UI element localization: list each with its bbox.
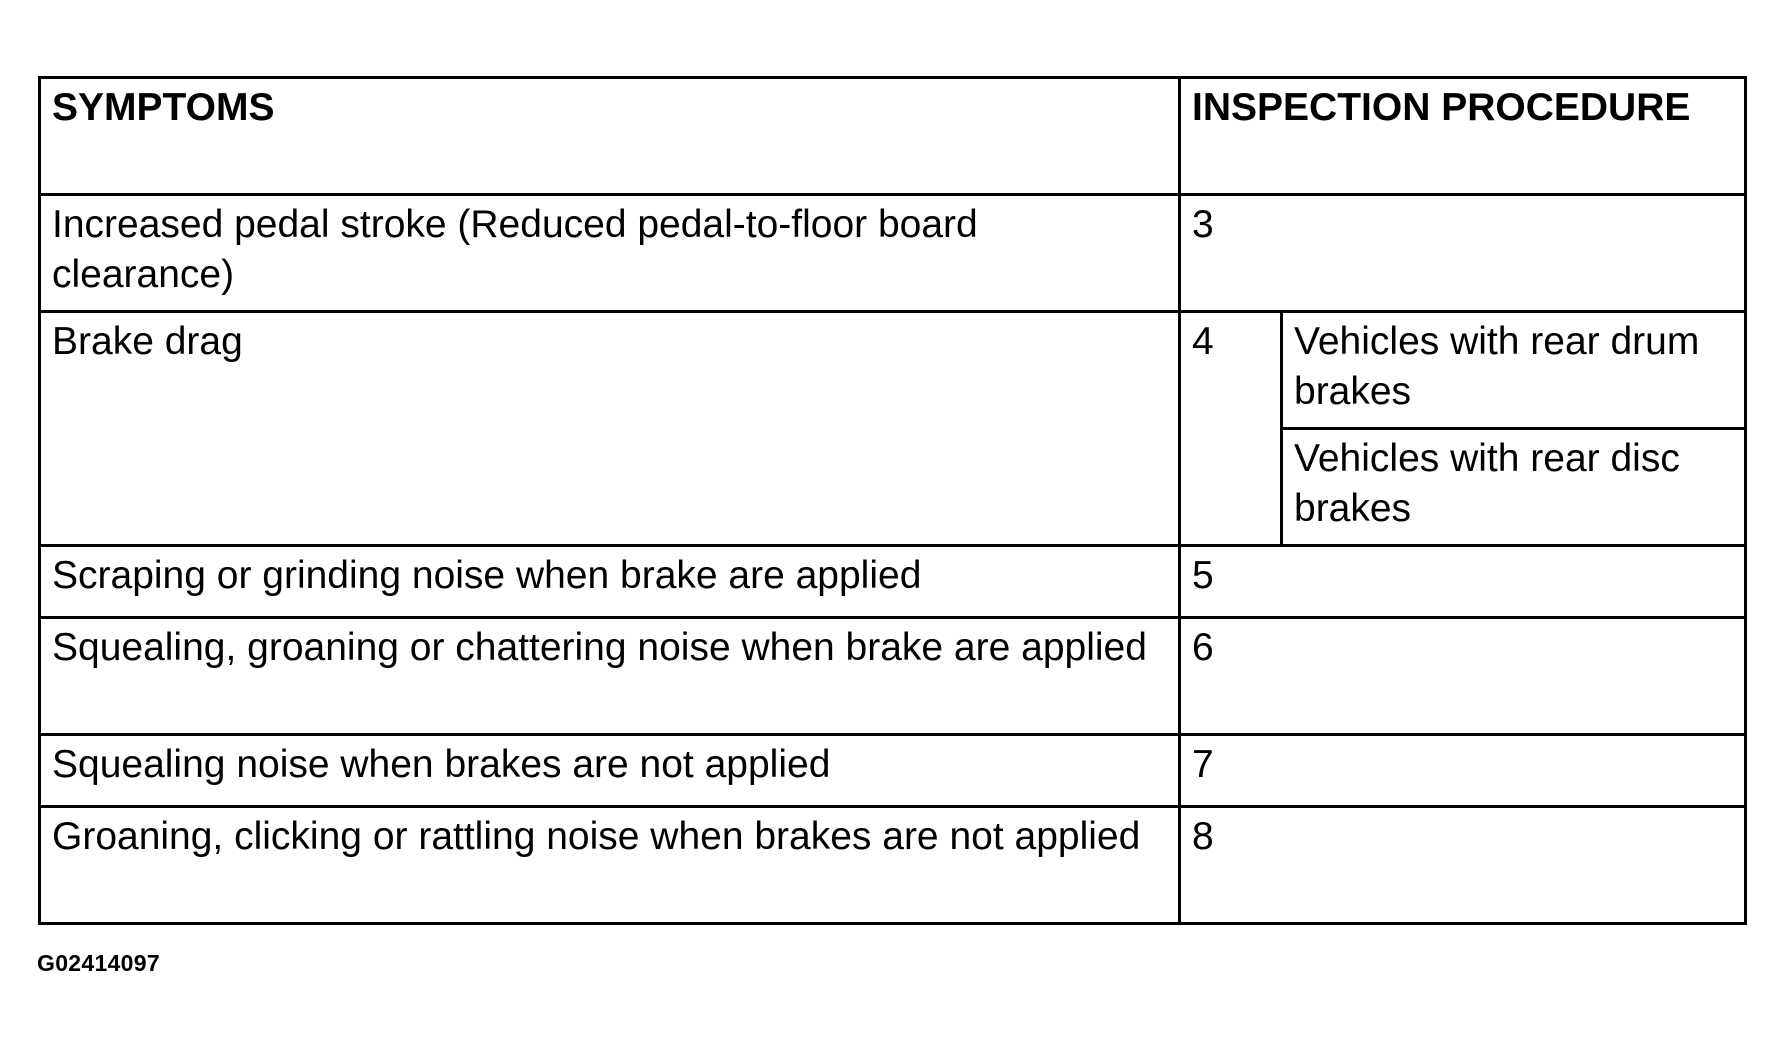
figure-id: G02414097 bbox=[37, 950, 160, 976]
procedure-cell: 3 bbox=[1180, 195, 1746, 312]
table-row bbox=[40, 546, 1746, 618]
procedure-cell: 5 bbox=[1180, 546, 1746, 618]
table-header-row bbox=[40, 78, 1746, 195]
procedure-note-cell: Vehicles with rear disc brakes bbox=[1282, 429, 1746, 546]
header-inspection-procedure: INSPECTION PROCEDURE bbox=[1180, 78, 1746, 195]
table-row bbox=[40, 807, 1746, 924]
table-row bbox=[40, 312, 1746, 429]
symptom-cell: Increased pedal stroke (Reduced pedal-to-floor board clearance) bbox=[40, 195, 1180, 312]
header-symptoms: SYMPTOMS bbox=[40, 78, 1180, 195]
procedure-cell: 4 bbox=[1180, 312, 1282, 546]
symptom-cell: Squealing, groaning or chattering noise when brake are applied bbox=[40, 618, 1180, 735]
symptom-cell: Brake drag bbox=[40, 312, 1180, 546]
symptom-cell: Groaning, clicking or rattling noise when brakes are not applied bbox=[40, 807, 1180, 924]
symptom-cell: Squealing noise when brakes are not applied bbox=[40, 735, 1180, 807]
symptom-cell: Scraping or grinding noise when brake are applied bbox=[40, 546, 1180, 618]
procedure-cell: 6 bbox=[1180, 618, 1746, 735]
table-row bbox=[40, 618, 1746, 735]
table-row bbox=[40, 735, 1746, 807]
symptoms-table bbox=[38, 76, 1747, 925]
table-row bbox=[40, 195, 1746, 312]
procedure-cell: 8 bbox=[1180, 807, 1746, 924]
procedure-cell: 7 bbox=[1180, 735, 1746, 807]
procedure-note-cell: Vehicles with rear drum brakes bbox=[1282, 312, 1746, 429]
